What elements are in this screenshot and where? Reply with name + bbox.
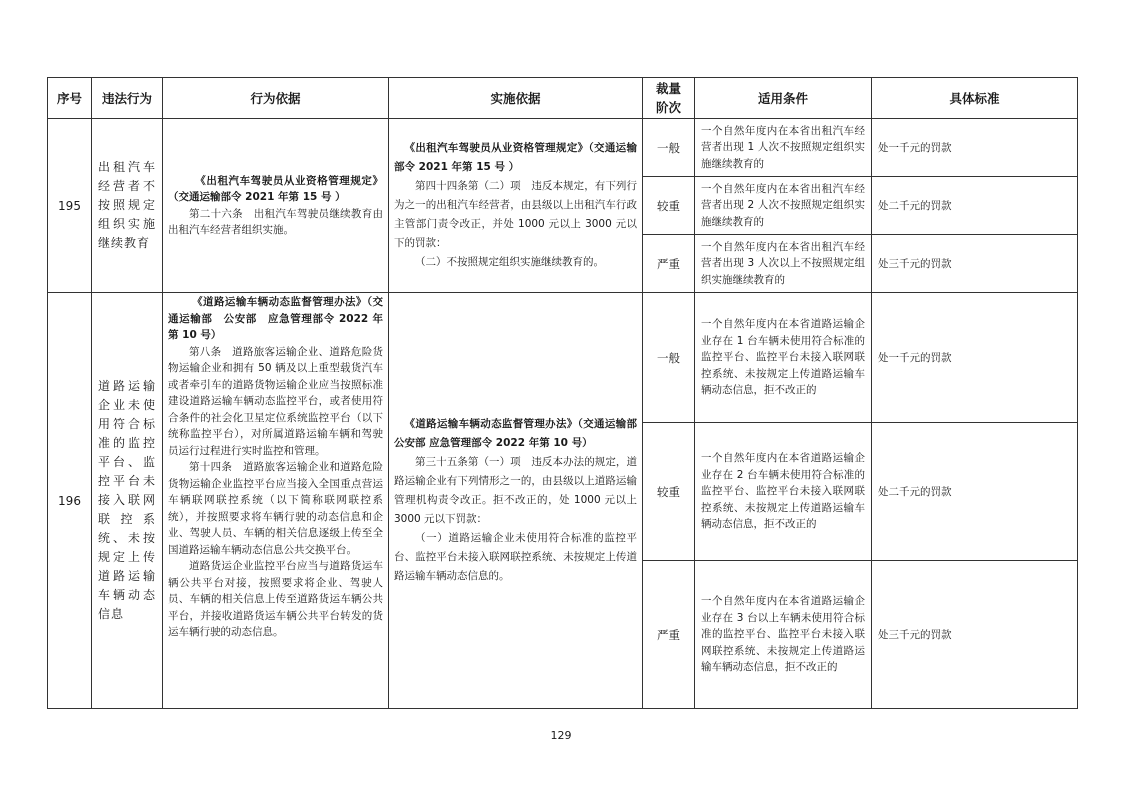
basis-title: 《道路运输车辆动态监督管理办法》（交通运输部 公安部 应急管理部令 2022 年第 10 号） (168, 296, 383, 341)
row-behavior: 出租汽车经营者不按照规定组织实施继续教育 (92, 119, 163, 293)
standard-cell: 处一千元的罚款 (872, 119, 1078, 177)
penalty-table (47, 77, 1078, 709)
basis-paragraph: 第二十六条 出租汽车驾驶员继续教育由出租汽车经营者组织实施。 (168, 207, 383, 236)
condition-cell: 一个自然年度内在本省道路运输企业存在 1 台车辆未使用符合标准的监控平台、监控平台未接入联网联控系统、未按规定上传道路运输车辆动态信息，拒不改正的 (695, 293, 872, 423)
basis-paragraph: 道路货运企业监控平台应当与道路货运车辆公共平台对接，按照要求将企业、驾驶人员、车辆的相关信息上传至道路货运车辆公共平台，并接收道路货运车辆公共平台转发的货运车辆行驶的动态信息。 (168, 560, 383, 638)
condition-cell: 一个自然年度内在本省道路运输企业存在 2 台车辆未使用符合标准的监控平台、监控平台未接入联网联控系统、未按规定上传道路运输车辆动态信息，拒不改正的 (695, 423, 872, 561)
header-standard: 具体标准 (872, 78, 1078, 119)
row-impl (389, 293, 643, 709)
impl-paragraph: （二）不按照规定组织实施继续教育的。 (415, 256, 604, 268)
header-condition: 适用条件 (695, 78, 872, 119)
standard-cell: 处一千元的罚款 (872, 293, 1078, 423)
page-number: 129 (550, 729, 572, 742)
condition-cell: 一个自然年度内在本省道路运输企业存在 3 台以上车辆未使用符合标准的监控平台、监控平台未接入联网联控系统、未按规定上传道路运输车辆动态信息，拒不改正的 (695, 561, 872, 709)
table-header-row (48, 78, 1078, 119)
impl-title: 《出租汽车驾驶员从业资格管理规定》（交通运输部令 2021 年第 15 号 ） (394, 142, 637, 173)
table-row (48, 293, 1078, 423)
basis-paragraph: 第十四条 道路旅客运输企业和道路危险货物运输企业监控平台应当接入全国重点营运车辆联网联控系统（以下简称联网联控系统），并按照要求将车辆行驶的动态信息和企业、驾驶人员、车辆的相关信息逐级上传至全国道路运输车辆动态信息公共交换平台。 (168, 461, 383, 556)
table-row (48, 119, 1078, 177)
condition-cell: 一个自然年度内在本省出租汽车经营者出现 2 人次不按照规定组织实施继续教育的 (695, 177, 872, 235)
basis-title: 《出租汽车驾驶员从业资格管理规定》（交通运输部令 2021 年第 15 号 ） (168, 174, 383, 203)
row-impl (389, 119, 643, 293)
header-level: 裁量阶次 (643, 78, 695, 119)
level-cell: 较重 (643, 177, 695, 235)
row-seq: 196 (48, 293, 92, 709)
basis-paragraph: 第八条 道路旅客运输企业、道路危险货物运输企业和拥有 50 辆及以上重型载货汽车或者牵引车的道路货物运输企业应当按照标准建设道路运输车辆动态监控平台，或者使用符合条件的社会化卫星定位系统监控平台（以下统称监控平台），对所属道路运输车辆和驾驶员运行过程进行实时监控和管理。 (168, 345, 383, 457)
impl-paragraph: 第四十四条第（二）项 违反本规定，有下列行为之一的出租汽车经营者，由县级以上出租汽车行政主管部门责令改正，并处 1000 元以上 3000 元以下的罚款： (394, 180, 637, 249)
level-cell: 一般 (643, 293, 695, 423)
condition-cell: 一个自然年度内在本省出租汽车经营者出现 3 人次以上不按照规定组织实施继续教育的 (695, 235, 872, 293)
impl-paragraph: （一）道路运输企业未使用符合标准的监控平台、监控平台未接入联网联控系统、未按规定上传道路运输车辆动态信息的。 (394, 532, 637, 582)
header-seq: 序号 (48, 78, 92, 119)
row-basis (163, 293, 389, 709)
header-impl: 实施依据 (389, 78, 643, 119)
condition-cell: 一个自然年度内在本省出租汽车经营者出现 1 人次不按照规定组织实施继续教育的 (695, 119, 872, 177)
level-cell: 一般 (643, 119, 695, 177)
header-behavior: 违法行为 (92, 78, 163, 119)
level-cell: 严重 (643, 235, 695, 293)
standard-cell: 处二千元的罚款 (872, 423, 1078, 561)
impl-title: 《道路运输车辆动态监督管理办法》（交通运输部 公安部 应急管理部令 2022 年第 10 号） (394, 418, 637, 449)
standard-cell: 处三千元的罚款 (872, 561, 1078, 709)
standard-cell: 处三千元的罚款 (872, 235, 1078, 293)
level-cell: 较重 (643, 423, 695, 561)
row-behavior: 道路运输企业未使用符合标准的监控平台、监控平台未接入联网联控系统、未按规定上传道路运输车辆动态信息 (92, 293, 163, 709)
header-basis: 行为依据 (163, 78, 389, 119)
impl-paragraph: 第三十五条第（一）项 违反本办法的规定，道路运输企业有下列情形之一的，由县级以上道路运输管理机构责令改正。拒不改正的，处 1000 元以上 3000 元以下罚款： (394, 456, 637, 525)
row-basis (163, 119, 389, 293)
level-cell: 严重 (643, 561, 695, 709)
row-seq: 195 (48, 119, 92, 293)
standard-cell: 处二千元的罚款 (872, 177, 1078, 235)
